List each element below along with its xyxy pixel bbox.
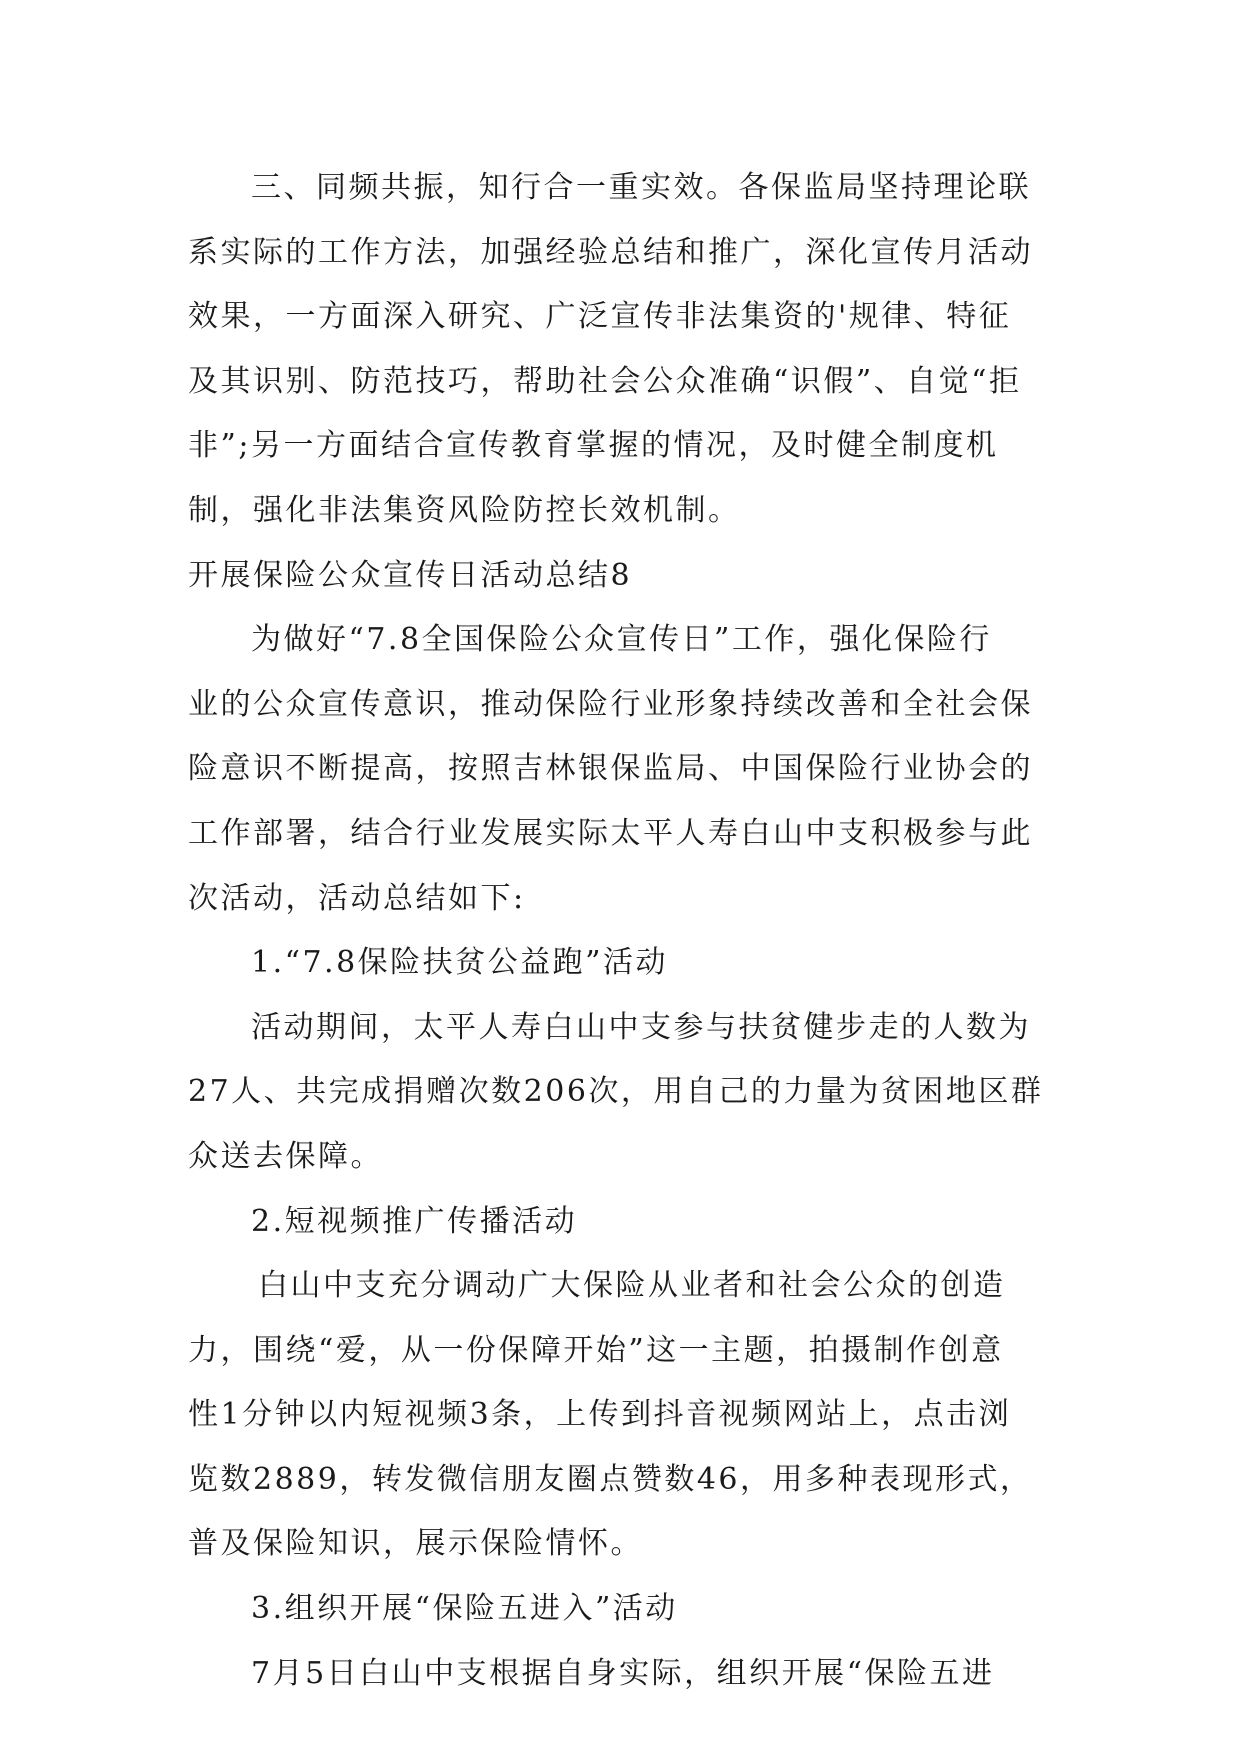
paragraph-line: 系实际的工作方法，加强经验总结和推广，深化宣传月活动: [188, 234, 1033, 270]
paragraph-line: 众送去保障。: [188, 1138, 383, 1174]
paragraph-line: 览数2889，转发微信朋友圈点赞数46，用多种表现形式，: [188, 1461, 1033, 1497]
paragraph-line: 效果，一方面深入研究、广泛宣传非法集资的'规律、特征: [188, 299, 1012, 335]
paragraph-line: 7月5日白山中支根据自身实际，组织开展“保险五进: [251, 1655, 995, 1691]
document-body: [188, 156, 1048, 1706]
paragraph-line: 非”;另一方面结合宣传教育掌握的情况，及时健全制度机: [188, 428, 999, 464]
section-heading: 开展保险公众宣传日活动总结8: [188, 557, 633, 593]
paragraph-line: 活动期间，太平人寿白山中支参与扶贫健步走的人数为: [251, 1009, 1031, 1045]
subheading-2: 2.短视频推广传播活动: [251, 1203, 578, 1239]
paragraph-line: 及其识别、防范技巧，帮助社会公众准确“识假”、自觉“拒: [188, 363, 1022, 399]
paragraph-line: 为做好“7.8全国保险公众宣传日”工作，强化保险行: [251, 622, 992, 658]
subheading-1: 1.“7.8保险扶贫公益跑”活动: [251, 945, 669, 981]
paragraph-line: 险意识不断提高，按照吉林银保监局、中国保险行业协会的: [188, 751, 1033, 787]
paragraph-line: 普及保险知识，展示保险情怀。: [188, 1526, 643, 1562]
paragraph-line: 27人、共完成捐赠次数206次，用自己的力量为贫困地区群: [188, 1074, 1044, 1110]
paragraph-line: 性1分钟以内短视频3条，上传到抖音视频网站上，点击浏: [188, 1397, 1012, 1433]
paragraph-line: 白山中支充分调动广大保险从业者和社会公众的创造: [258, 1268, 1006, 1304]
subheading-3: 3.组织开展“保险五进入”活动: [251, 1591, 678, 1627]
paragraph-line: 三、同频共振，知行合一重实效。各保监局坚持理论联: [251, 170, 1031, 205]
paragraph-line: 工作部署，结合行业发展实际太平人寿白山中支积极参与此: [188, 815, 1033, 851]
paragraph-line: 制，强化非法集资风险防控长效机制。: [188, 492, 741, 528]
paragraph-line: 力，围绕“爱，从一份保障开始”这一主题，拍摄制作创意: [188, 1332, 1004, 1368]
paragraph-line: 次活动，活动总结如下:: [188, 880, 526, 916]
paragraph-line: 业的公众宣传意识，推动保险行业形象持续改善和全社会保: [188, 686, 1033, 722]
